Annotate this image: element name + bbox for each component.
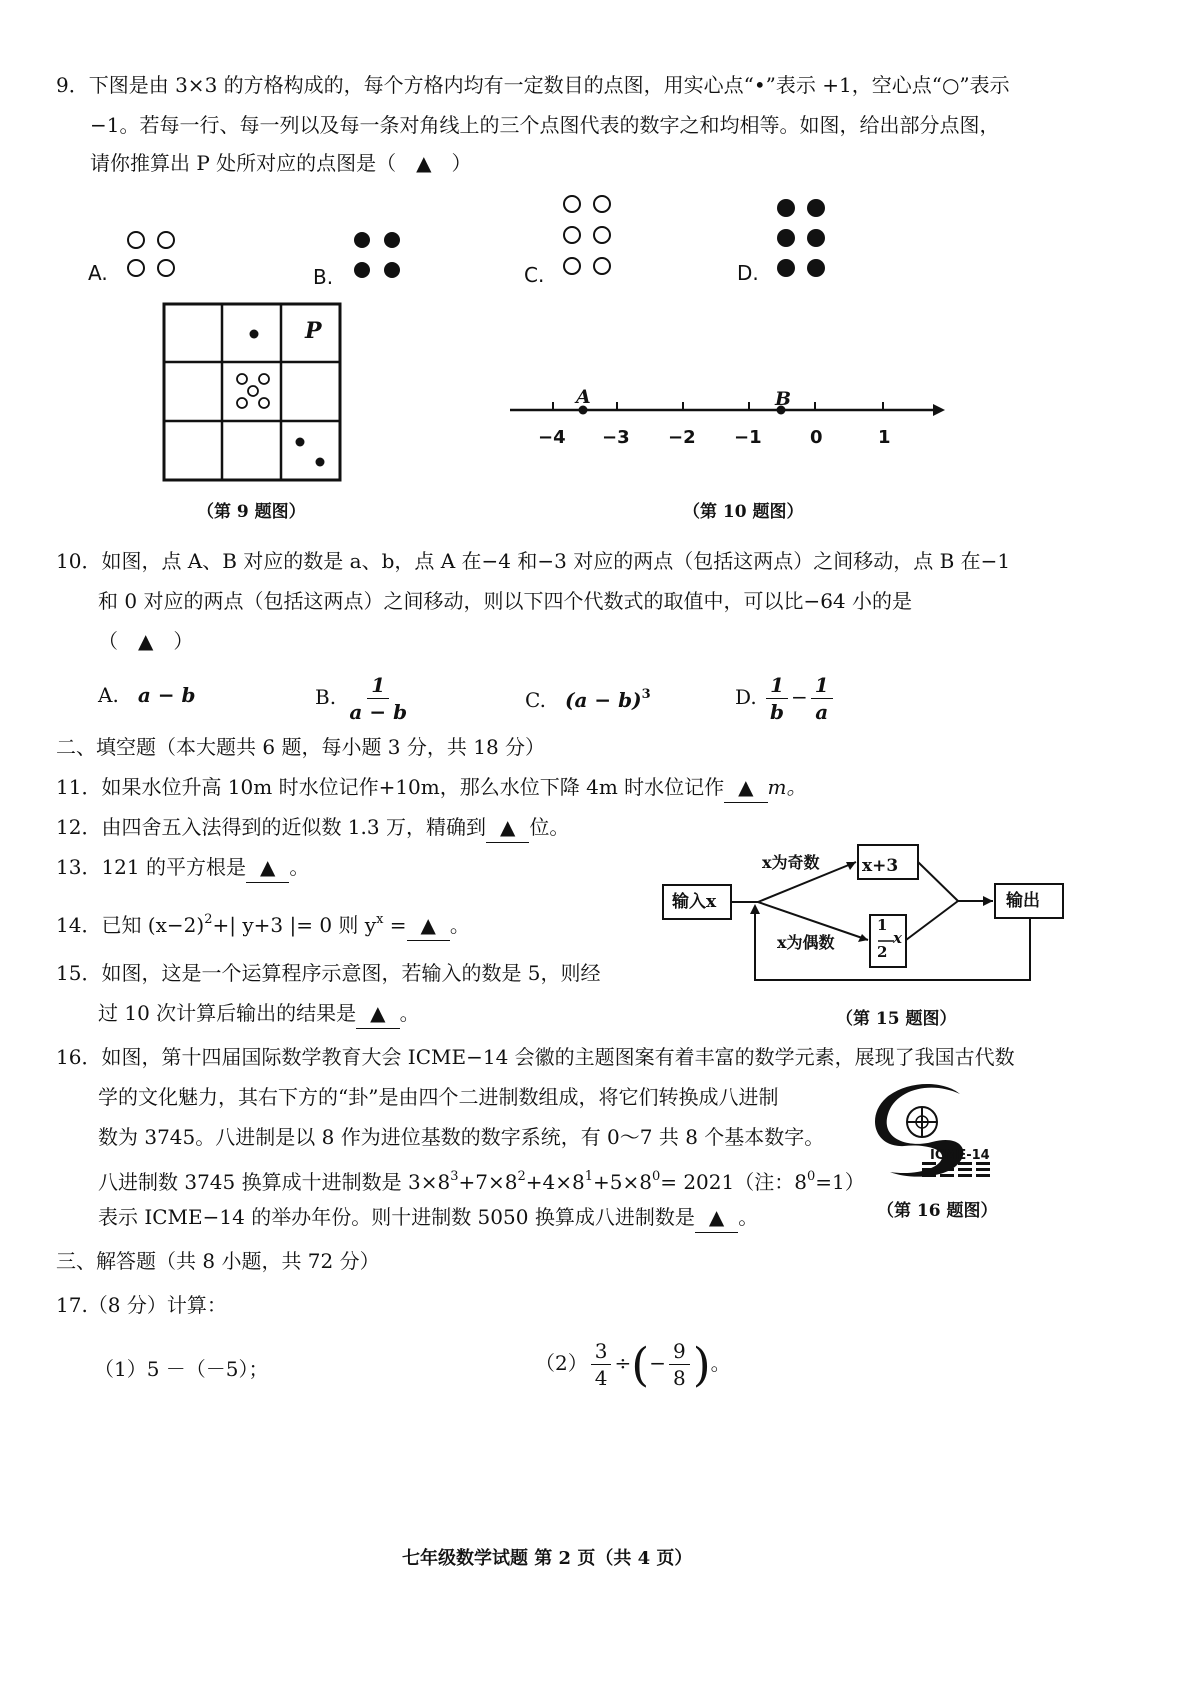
- q9-option-d-dots: [772, 194, 832, 284]
- q16-icme-logo: [870, 1082, 1010, 1182]
- q9-option-b-dots: [348, 226, 408, 286]
- q9-option-a-dots: [122, 226, 182, 286]
- q17-title: 17.（8 分）计算：: [56, 1293, 227, 1317]
- q17-part2-fraction: $\frac{3}{4}$: [591, 1338, 612, 1391]
- q16-line2: 学的文化魅力，其右下方的“卦”是由四个二进制数组成，将它们转换成八进制: [98, 1085, 779, 1109]
- q13-post: 。: [289, 855, 310, 879]
- q9-line2: −1。若每一行、每一列以及每一条对角线上的三个点图代表的数字之和均相等。如图，给出部分点图，: [90, 113, 1000, 137]
- page-footer: 七年级数学试题 第 2 页（共 4 页）: [402, 1548, 693, 1569]
- q10-tick-neg4: −4: [538, 427, 566, 448]
- q12-answer-blank: ▲: [486, 812, 529, 843]
- q16-line5: 表示 ICME−14 的举办年份。则十进制数 5050 换算成八进制数是 ▲ 。: [98, 1202, 758, 1233]
- q9-option-d-label: D.: [737, 261, 759, 285]
- q14: [56, 905, 470, 941]
- q17-part2-inner-fraction: $\frac{9}{8}$: [669, 1338, 690, 1391]
- q17-part1: （1）5 －（－5）；: [94, 1357, 269, 1381]
- q15-flow-odd-label: x为奇数: [762, 853, 820, 872]
- q17-part2-paren-close: ): [692, 1337, 711, 1392]
- q17-part2-label: （2）: [535, 1351, 588, 1375]
- q10-option-c-expr: (a − b): [565, 688, 642, 712]
- q16-caption: （第 16 题图）: [877, 1201, 998, 1221]
- q10-option-d-label: D.: [735, 685, 757, 709]
- q10-option-a: [98, 680, 196, 710]
- q14-exp1: 2: [204, 912, 213, 927]
- q12-post: 位。: [529, 815, 570, 839]
- q14-post: 。: [449, 913, 470, 937]
- q10-option-c-exponent: 3: [641, 687, 651, 702]
- q17-part2-end: 。: [710, 1351, 731, 1375]
- q15-answer-blank: ▲: [356, 998, 399, 1029]
- q10-option-d: [735, 672, 836, 725]
- q16-line1: 16．如图，第十四届国际数学教育大会 ICME−14 会徽的主题图案有着丰富的数学元素，展现了我国古代数: [56, 1045, 1015, 1069]
- q10-option-b-label: B.: [315, 685, 337, 709]
- q15-flow-odd-op: x+3: [862, 856, 899, 876]
- q9-line3: 请你推算出 P 处所对应的点图是（ ▲ ）: [90, 151, 472, 175]
- q16-line3: 数为 3745。八进制是以 8 作为进位基数的数字系统，有 0～7 共 8 个基本数字。: [98, 1125, 825, 1149]
- q15-caption: （第 15 题图）: [836, 1009, 957, 1029]
- q11-text: 11．如果水位升高 10m 时水位记作+10m，那么水位下降 4m 时水位记作: [56, 775, 725, 799]
- q10-tick-0: 0: [810, 427, 823, 448]
- q10-tick-neg1: −1: [734, 427, 762, 448]
- q9-option-c-label: C.: [524, 263, 545, 287]
- q12-text: 12．由四舍五入法得到的近似数 1.3 万，精确到: [56, 815, 486, 839]
- q10-option-a-expr: a − b: [137, 683, 196, 707]
- q13: [56, 852, 309, 883]
- q10-option-d-fraction1: $\frac{1}{b}$: [766, 672, 788, 725]
- q10-line2: 和 0 对应的两点（包括这两点）之间移动，则以下四个代数式的取值中，可以比−64 小的是: [98, 589, 913, 613]
- q14-exp2: x: [376, 912, 384, 927]
- q9-option-b-label: B.: [313, 265, 334, 289]
- section3-heading: 三、解答题（共 8 小题，共 72 分）: [56, 1249, 380, 1273]
- q17-part2-divide: ÷: [614, 1351, 632, 1375]
- q10-line3: （ ▲ ）: [98, 629, 194, 653]
- q9-line1: 9．下图是由 3×3 的方格构成的，每个方格内均有一定数目的点图，用实心点“•”表示 +1，空心点“○”表示: [56, 73, 1010, 97]
- q17-part2: [535, 1338, 731, 1391]
- q10-tick-1: 1: [878, 427, 891, 448]
- q10-option-c-label: C.: [525, 688, 546, 712]
- q10-option-a-label: A.: [98, 683, 119, 707]
- q10-option-c: [525, 680, 651, 715]
- q9-caption: （第 9 题图）: [197, 502, 306, 522]
- q11: [56, 772, 807, 803]
- q15-flow-output: 输出: [1006, 891, 1040, 911]
- q14-mid: +| y+3 |= 0 则 y: [212, 913, 377, 937]
- q17-part2-minus: −: [649, 1351, 666, 1375]
- q9-grid-p-label: P: [305, 318, 322, 344]
- section2-heading: 二、填空题（本大题共 6 题，每小题 3 分，共 18 分）: [56, 735, 546, 759]
- q12: [56, 812, 569, 843]
- q16-line4: 八进制数 3745 换算成十进制数是 $3\times 8^3+7\times 8^2+4\times 8^1+5\times 8^0= 2021$（注：$8^0=1$）: [98, 1169, 865, 1194]
- q14-answer-blank: ▲: [407, 910, 450, 941]
- q15-flow-even-label: x为偶数: [777, 933, 835, 952]
- q15-flow-even-num: 1: [877, 916, 888, 934]
- q10-option-d-minus: −: [791, 685, 808, 709]
- q13-answer-blank: ▲: [246, 852, 289, 883]
- q10-option-b: [315, 672, 414, 725]
- q15-line1: 15．如图，这是一个运算程序示意图，若输入的数是 5，则经: [56, 961, 601, 985]
- q16-answer-blank: ▲: [695, 1202, 738, 1233]
- q10-point-a-label: A: [576, 386, 591, 408]
- q13-text: 13．121 的平方根是: [56, 855, 246, 879]
- q10-tick-neg2: −2: [668, 427, 696, 448]
- q15-post: 。: [399, 1001, 420, 1025]
- q15-flow-even-var: x: [893, 929, 902, 947]
- q10-caption: （第 10 题图）: [683, 502, 804, 522]
- q16-logo-text: ICME-14: [930, 1148, 990, 1163]
- q15-flow-input: 输入x: [672, 892, 717, 912]
- q10-point-b-label: B: [775, 388, 792, 410]
- q15-flow-even-den: 2: [877, 943, 888, 961]
- q14-eq: =: [383, 913, 407, 937]
- q15-text: 过 10 次计算后输出的结果是: [98, 1001, 357, 1025]
- q9-option-a-label: A.: [88, 261, 108, 285]
- q11-unit: m。: [767, 775, 807, 799]
- q11-answer-blank: ▲: [724, 772, 767, 803]
- q15-line2: [98, 998, 420, 1029]
- q14-text: 14．已知 (x−2): [56, 913, 205, 937]
- q9-option-c-dots: [558, 190, 618, 280]
- q10-option-b-fraction: $\frac{1}{a - b}$: [349, 673, 408, 724]
- q10-line1: 10．如图，点 A、B 对应的数是 a、b，点 A 在−4 和−3 对应的两点（包括这两点）之间移动，点 B 在−1: [56, 549, 1011, 573]
- q10-option-d-fraction2: $\frac{1}{a}$: [811, 672, 833, 725]
- q10-tick-neg3: −3: [602, 427, 630, 448]
- q17-part2-paren-open: (: [631, 1337, 650, 1392]
